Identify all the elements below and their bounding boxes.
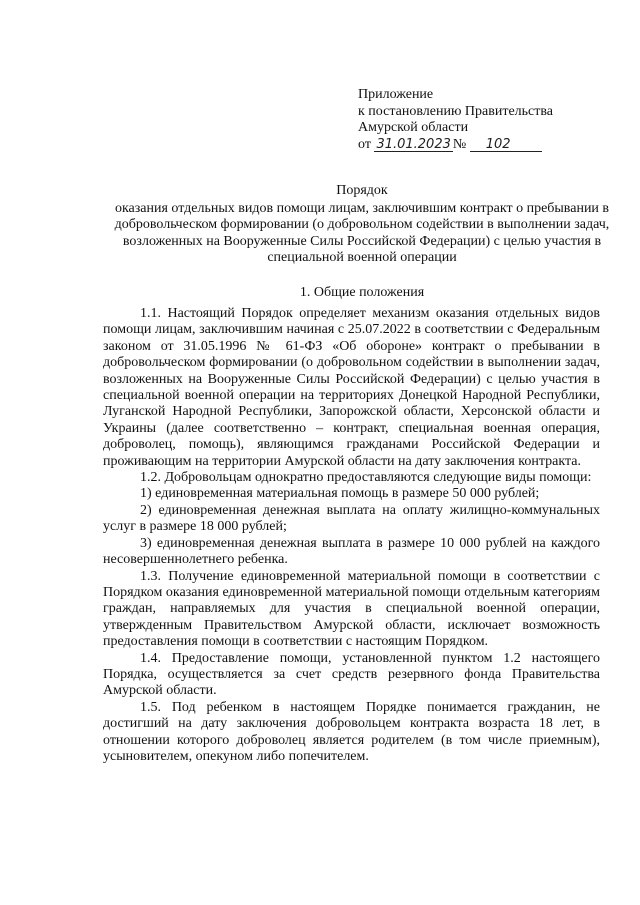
- annex-date-number-line: [358, 137, 618, 154]
- document-title-block: [92, 183, 632, 267]
- annex-header: [358, 87, 618, 153]
- paragraph-1-1: 1.1. Настоящий Порядок определяет механизм оказания отдельных видов помощи лицам, заключившим начиная с 25.07.2022 в соответствии с Федеральным законом от 31.05.1996 № 61-ФЗ «Об обороне» контракт о пребывании в добровольческом формировании (о добровольном содействии в выполнении задач, возложенных на Вооруженные Силы Российской Федерации) с целью участия в специальной военной операции на территориях Донецкой Народной Республики, Луганской Народной Республики, Запорожской области, Херсонской области и Украины (далее соответственно – контракт, специальная военная операция, доброволец, помощь), являющимся гражданами Российской Федерации и проживающим на территории Амурской области на дату заключения контракта.: [103, 306, 600, 469]
- annex-region: Амурской области: [358, 120, 469, 135]
- document-title: Порядок: [336, 183, 388, 198]
- paragraph-1-3: 1.3. Получение единовременной материальной помощи в соответствии с Порядком оказания единовременной материальной помощи отдельным категориям граждан, направляемых для участия в специальной военной операции, утвержденным Правительством Амурской области, исключает возможность предоставления помощи в соответствии с настоящим Порядком.: [103, 568, 600, 650]
- section-heading: 1. Общие положения: [299, 285, 425, 300]
- document-subtitle: оказания отдельных видов помощи лицам, заключившим контракт о пребывании в добровольческом формировании (о добровольном содействии в выполнении задач, возложенных на Вооруженные Силы Российской Федерации) с целью участия в специальной военной операции: [114, 200, 610, 265]
- paragraph-1-4: 1.4. Предоставление помощи, установленной пунктом 1.2 настоящего Порядка, осуществляется за счет средств резервного фонда Правительства Амурской области.: [103, 650, 600, 699]
- handwritten-number: 102: [470, 138, 542, 152]
- handwritten-date: 31.01.2023: [376, 136, 451, 152]
- list-item-1: 1) единовременная материальная помощь в размере 50 000 рублей;: [140, 486, 540, 502]
- list-item-2: 2) единовременная денежная выплата на оплату жилищно-коммунальных услуг в размере 18 000 рублей;: [103, 502, 600, 535]
- annex-reference: к постановлению Правительства: [358, 103, 554, 119]
- paragraph-1-5: 1.5. Под ребенком в настоящем Порядке понимается гражданин, не достигший на дату заключения добровольцем контракта возраста 18 лет, в отношении которого доброволец является родителем (в том числе приемным), усыновителем, опекуном либо попечителем.: [103, 699, 600, 764]
- paragraph-1-2: 1.2. Добровольцам однократно предоставляются следующие виды помощи:: [140, 470, 592, 486]
- document-body: [103, 306, 600, 765]
- annex-from-prefix: от: [358, 136, 371, 152]
- annex-number-prefix: №: [452, 136, 467, 152]
- list-item-3: 3) единовременная денежная выплата в размере 10 000 рублей на каждого несовершеннолетнего ребенка.: [103, 535, 600, 568]
- annex-title: Приложение: [358, 87, 434, 102]
